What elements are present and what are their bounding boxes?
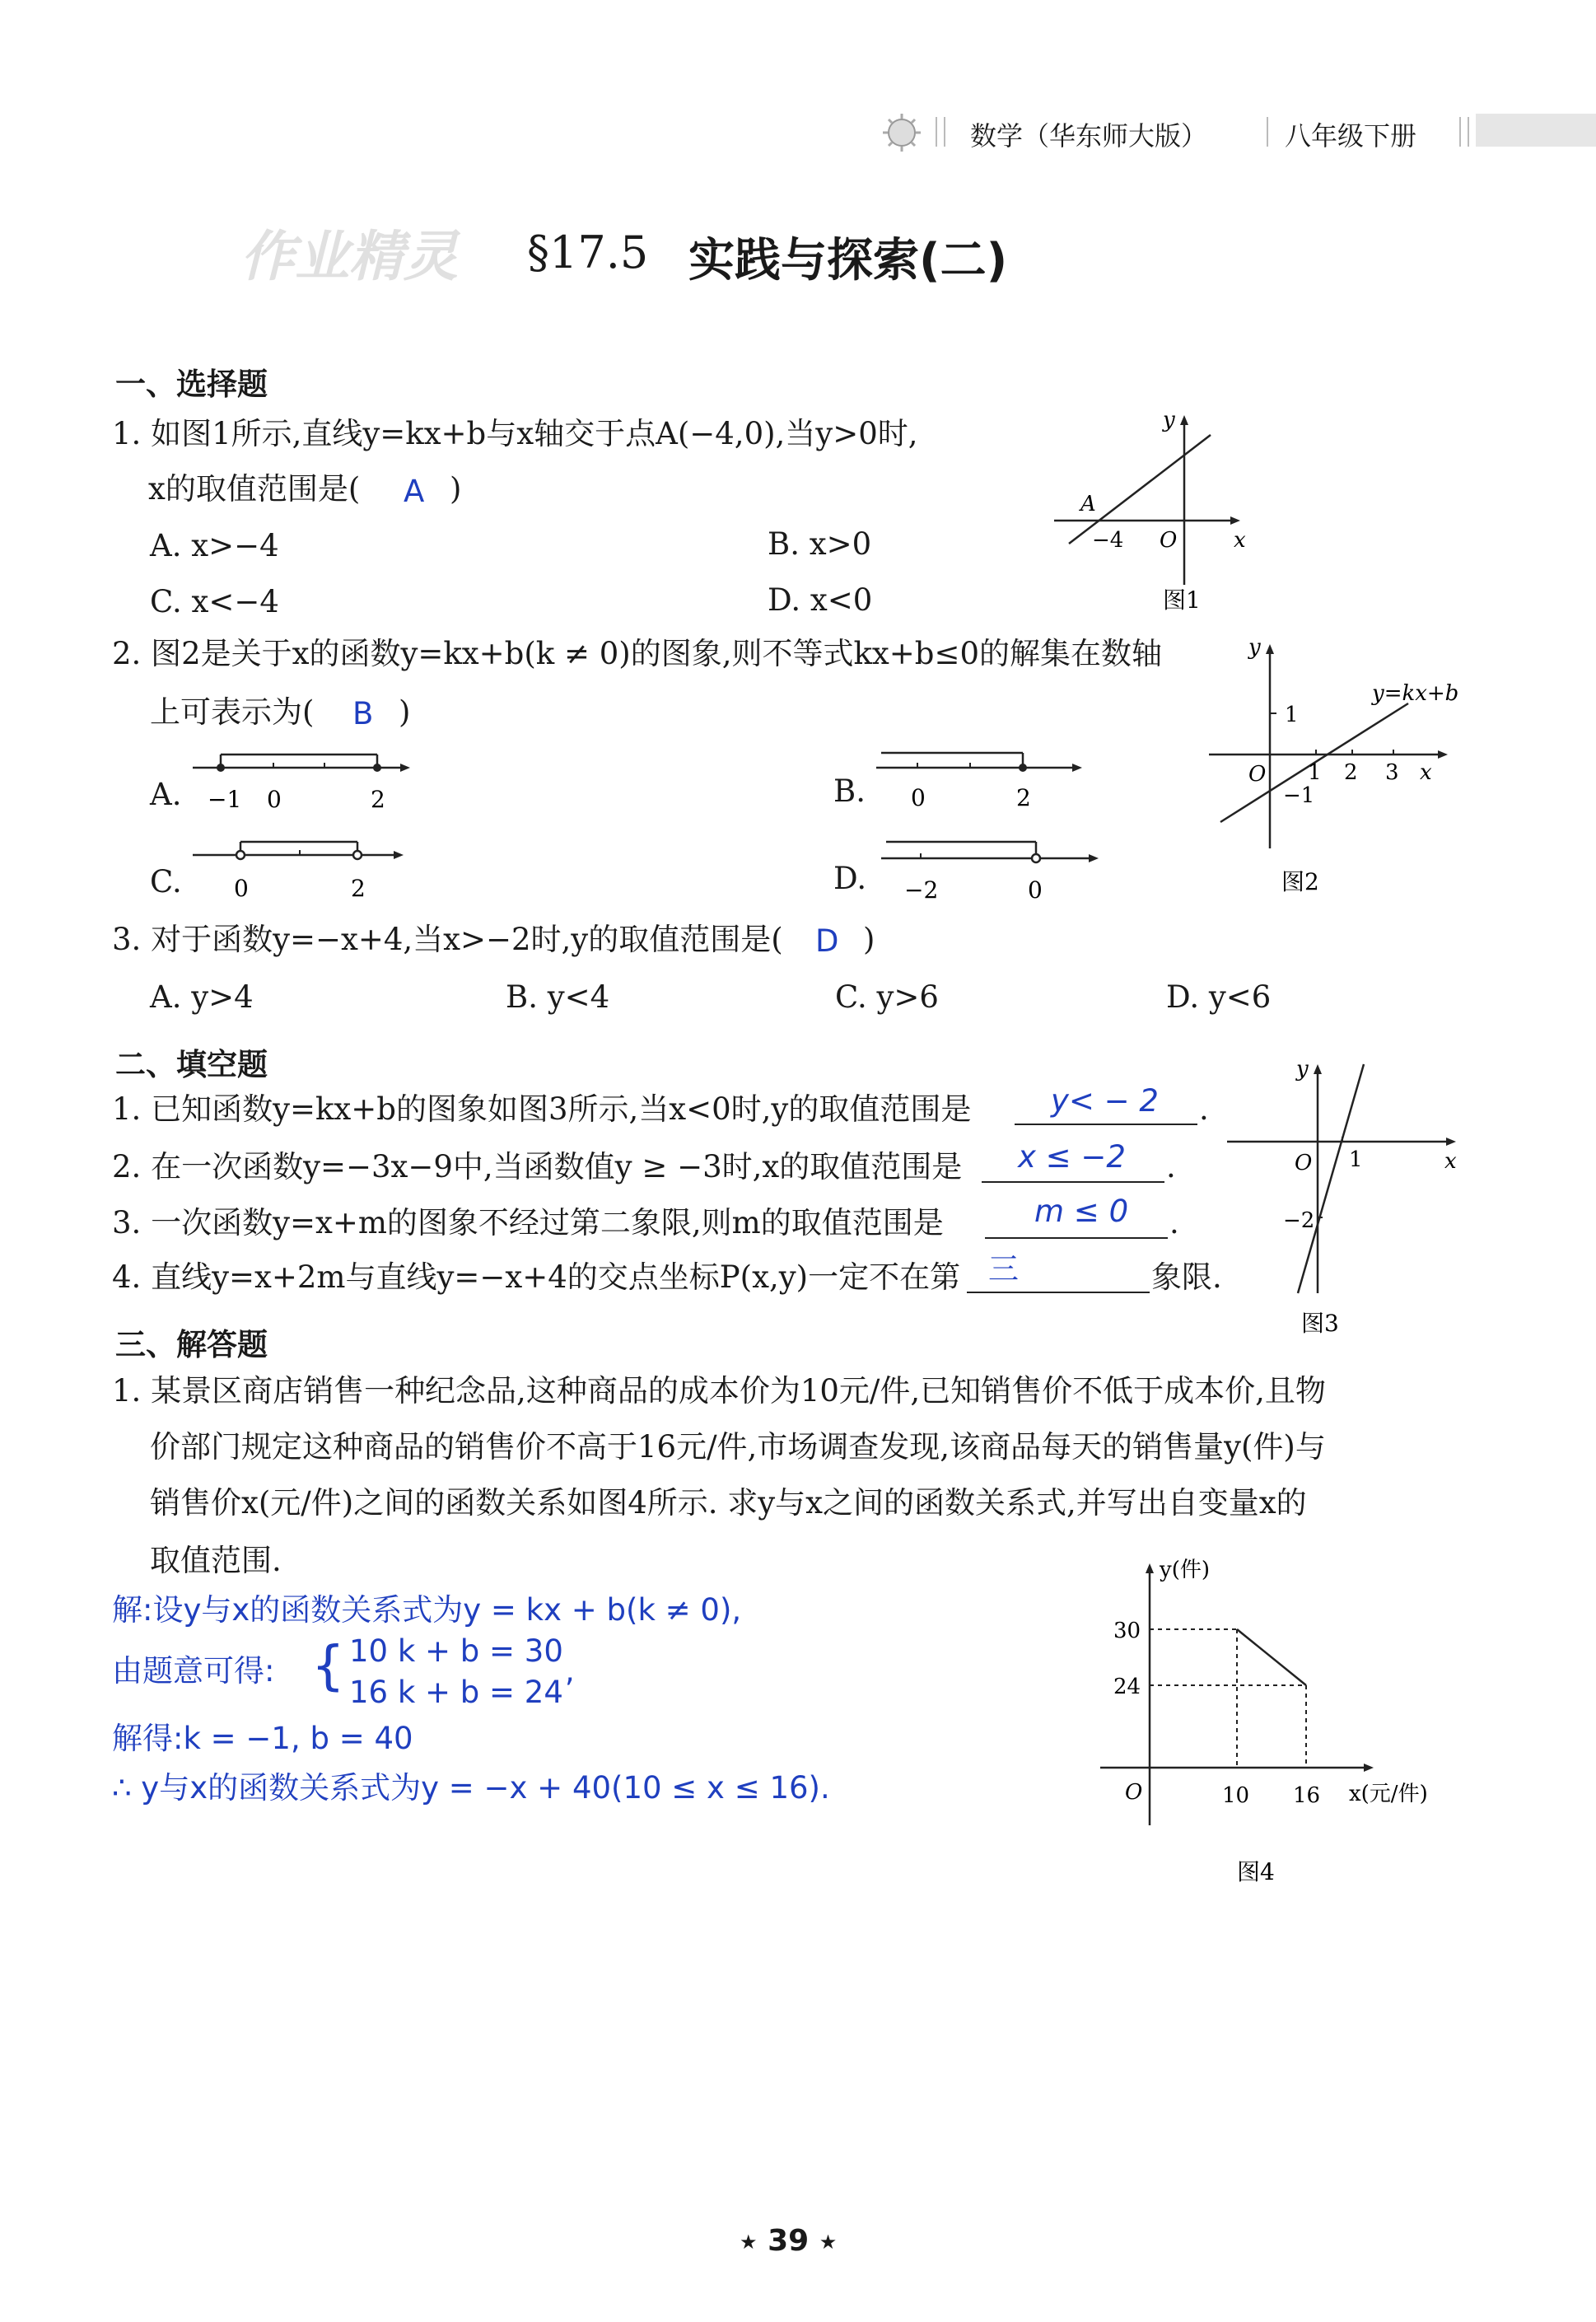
header-grade: 八年级下册 <box>1285 120 1417 152</box>
fill-q2-text: 2. 在一次函数y=−3x−9中,当函数值y ≥ −3时,x的取值范围是 <box>112 1149 963 1184</box>
part2-heading: 二、填空题 <box>115 1047 268 1082</box>
solution-line-3: 解得:k = −1, b = 40 <box>112 1721 413 1756</box>
header-book: 数学（华东师大版） <box>970 120 1208 152</box>
figure-1 <box>1046 404 1276 626</box>
solution-brace: { <box>311 1636 345 1697</box>
solution-eq-2: 16 k + b = 24 <box>349 1675 563 1710</box>
fill-q1-text: 1. 已知函数y=kx+b的图象如图3所示,当x<0时,y的取值范围是 <box>112 1091 972 1127</box>
problem-line-2: 价部门规定这种商品的销售价不高于16元/件,市场调查发现,该商品每天的销售量y(件)与 <box>150 1429 1326 1465</box>
q3-line1: 3. 对于函数y=−x+4,当x>−2时,y的取值范围是( <box>112 922 783 957</box>
fig3-caption: 图3 <box>1301 1310 1339 1337</box>
solution-line-4: ∴ y与x的函数关系式为y = −x + 40(10 ≤ x ≤ 16). <box>112 1770 830 1806</box>
fig3-x-arrow <box>1446 1138 1456 1146</box>
star-right-icon: ★ <box>819 2231 838 2254</box>
solution-line-2-prefix: 由题意可得: <box>112 1653 275 1689</box>
q1-option-d: D. x<0 <box>768 582 873 618</box>
q2-close: ) <box>399 694 411 730</box>
page-number-footer <box>740 2224 837 2258</box>
fill-q4-answer: 三 <box>988 1251 1019 1287</box>
fig3-label-x: x <box>1444 1149 1457 1174</box>
fill-q2-end: . <box>1166 1149 1176 1184</box>
figure-4-graph <box>1095 1549 1474 1895</box>
solution-line-1: 解:设y与x的函数关系式为y = kx + b(k ≠ 0), <box>112 1592 742 1628</box>
fig2-label-y: y <box>1248 635 1261 660</box>
sun-icon <box>881 112 922 153</box>
numline-a-tick-2: 0 <box>267 786 282 813</box>
numline-b-tick-2: 2 <box>1016 784 1031 811</box>
fill-q1-blank[interactable] <box>1015 1124 1197 1125</box>
q3-answer: D <box>815 923 839 959</box>
page-number: 39 <box>768 2224 810 2258</box>
figure-3-graph <box>1219 1054 1466 1351</box>
fig1-label-o: O <box>1160 528 1178 553</box>
fig4-x-arrow <box>1364 1764 1374 1772</box>
q1-close: ) <box>450 471 462 507</box>
fill-q4-blank[interactable] <box>967 1292 1150 1293</box>
page-title: 实践与探索(二) <box>688 234 1008 287</box>
solution-line-2-suffix: , <box>565 1653 575 1689</box>
fill-q3-end: . <box>1169 1205 1179 1240</box>
fig2-label-x3: 3 <box>1385 760 1399 785</box>
q1-option-b: B. x>0 <box>768 526 872 562</box>
watermark: 作业精灵 <box>240 225 458 288</box>
fig1-label-y: y <box>1163 408 1175 432</box>
q3-close: ) <box>863 922 875 957</box>
figure-3 <box>1219 1054 1466 1351</box>
fig3-label-y: y <box>1296 1057 1309 1082</box>
q3-option-d: D. y<6 <box>1166 979 1272 1015</box>
fig1-caption: 图1 <box>1163 586 1201 614</box>
q2-option-b-label: B. <box>833 773 866 809</box>
part3-heading: 三、解答题 <box>115 1327 268 1362</box>
header-divider-3 <box>1459 117 1469 147</box>
header-bar <box>881 107 1596 157</box>
header-decoration <box>881 112 922 153</box>
part1-heading: 一、选择题 <box>115 367 268 402</box>
fig4-caption: 图4 <box>1237 1858 1275 1885</box>
numline-a[interactable] <box>188 741 418 824</box>
q1-option-a: A. x>−4 <box>150 528 279 563</box>
fig2-label-line: y=kx+b <box>1372 681 1458 706</box>
fig2-label-x2: 2 <box>1344 760 1358 785</box>
q1-answer: A <box>404 474 425 509</box>
numline-d-tick-1: −2 <box>904 876 939 904</box>
q1-line2: x的取值范围是( <box>148 471 361 507</box>
q3-option-a: A. y>4 <box>150 979 254 1015</box>
fill-q3-answer: m ≤ 0 <box>1034 1194 1129 1229</box>
q2-line2: 上可表示为( <box>150 694 315 730</box>
star-left-icon: ★ <box>740 2231 758 2254</box>
fig1-y-arrow <box>1180 415 1188 425</box>
q2-option-a-label: A. <box>150 777 182 812</box>
fig2-caption: 图2 <box>1281 868 1319 895</box>
fig1-line <box>1069 435 1211 544</box>
fig4-label-30: 30 <box>1113 1619 1141 1643</box>
q3-option-b: B. y<4 <box>506 979 610 1015</box>
fig2-label-o: O <box>1248 762 1267 787</box>
q1-option-c: C. x<−4 <box>150 584 279 619</box>
fill-q4-end: 象限. <box>1151 1259 1222 1295</box>
fill-q1-end: . <box>1199 1091 1209 1127</box>
fill-q3-blank[interactable] <box>985 1237 1168 1239</box>
q2-option-c-label: C. <box>150 864 182 899</box>
fig1-label-a: A <box>1080 492 1096 516</box>
numline-d[interactable] <box>875 830 1105 913</box>
fill-q3-text: 3. 一次函数y=x+m的图象不经过第二象限,则m的取值范围是 <box>112 1205 944 1240</box>
fig2-label-x: x <box>1420 760 1432 785</box>
numline-a-tick-1: −1 <box>208 786 242 813</box>
problem-line-3: 销售价x(元/件)之间的函数关系如图4所示. 求y与x之间的函数关系式,并写出自变量x的 <box>150 1485 1307 1521</box>
fig2-label-one: 1 <box>1285 703 1299 727</box>
fig4-segment <box>1237 1629 1306 1685</box>
fig4-label-x: x(元/件) <box>1349 1782 1428 1806</box>
fill-q2-answer: x ≤ −2 <box>1018 1139 1126 1175</box>
numline-c[interactable] <box>188 832 418 914</box>
numline-d-tick-2: 0 <box>1028 876 1043 904</box>
header-divider-1 <box>936 117 945 147</box>
q2-option-d-label: D. <box>833 861 867 896</box>
fig2-label-negone: −1 <box>1283 783 1315 808</box>
fig4-label-o: O <box>1125 1780 1143 1805</box>
header-divider-2 <box>1267 117 1268 147</box>
fig2-y-arrow <box>1266 644 1274 654</box>
fig3-label-one: 1 <box>1349 1147 1363 1172</box>
numline-c-tick-1: 0 <box>234 875 249 902</box>
fig1-label-neg4: −4 <box>1092 528 1124 553</box>
solution-eq-1: 10 k + b = 30 <box>349 1633 563 1669</box>
q3-option-c: C. y>6 <box>835 979 939 1015</box>
fig3-label-o: O <box>1295 1151 1313 1175</box>
fig4-label-16: 16 <box>1293 1783 1321 1808</box>
header-gray-tab <box>1476 114 1596 147</box>
fig2-label-x1: 1 <box>1308 760 1322 785</box>
numline-b-tick-1: 0 <box>911 784 926 811</box>
fig4-label-24: 24 <box>1113 1675 1141 1699</box>
figure-2-graph <box>1202 634 1458 906</box>
figure-4 <box>1095 1549 1474 1895</box>
fig3-line <box>1298 1064 1364 1293</box>
q1-line1: 1. 如图1所示,直线y=kx+b与x轴交于点A(−4,0),当y>0时, <box>112 416 918 451</box>
numline-a-tick-3: 2 <box>371 786 385 813</box>
fig3-label-neg2: −2 <box>1283 1208 1315 1233</box>
fig3-y-arrow <box>1314 1064 1322 1074</box>
fig1-x-arrow <box>1230 516 1240 525</box>
figure-2 <box>1202 634 1458 906</box>
problem-line-4: 取值范围. <box>150 1543 282 1578</box>
fig4-label-y: y(件) <box>1160 1558 1210 1582</box>
figure-1-graph <box>1046 404 1276 626</box>
q2-line1: 2. 图2是关于x的函数y=kx+b(k ≠ 0)的图象,则不等式kx+b≤0的解集在数轴 <box>112 636 1162 671</box>
numline-b[interactable] <box>875 741 1089 824</box>
fig4-label-10: 10 <box>1222 1783 1250 1808</box>
numline-c-tick-2: 2 <box>351 875 366 902</box>
section-number: §17.5 <box>527 227 649 278</box>
fill-q2-blank[interactable] <box>982 1181 1164 1183</box>
fig4-y-arrow <box>1146 1563 1154 1573</box>
fill-q1-answer: y< − 2 <box>1051 1083 1159 1119</box>
q2-answer: B <box>352 696 374 731</box>
fill-q4-text: 4. 直线y=x+2m与直线y=−x+4的交点坐标P(x,y)一定不在第 <box>112 1259 961 1295</box>
fig2-x-arrow <box>1438 750 1448 759</box>
fig1-label-x: x <box>1234 528 1246 553</box>
problem-line-1: 1. 某景区商店销售一种纪念品,这种商品的成本价为10元/件,已知销售价不低于成本价,且物 <box>112 1373 1326 1409</box>
